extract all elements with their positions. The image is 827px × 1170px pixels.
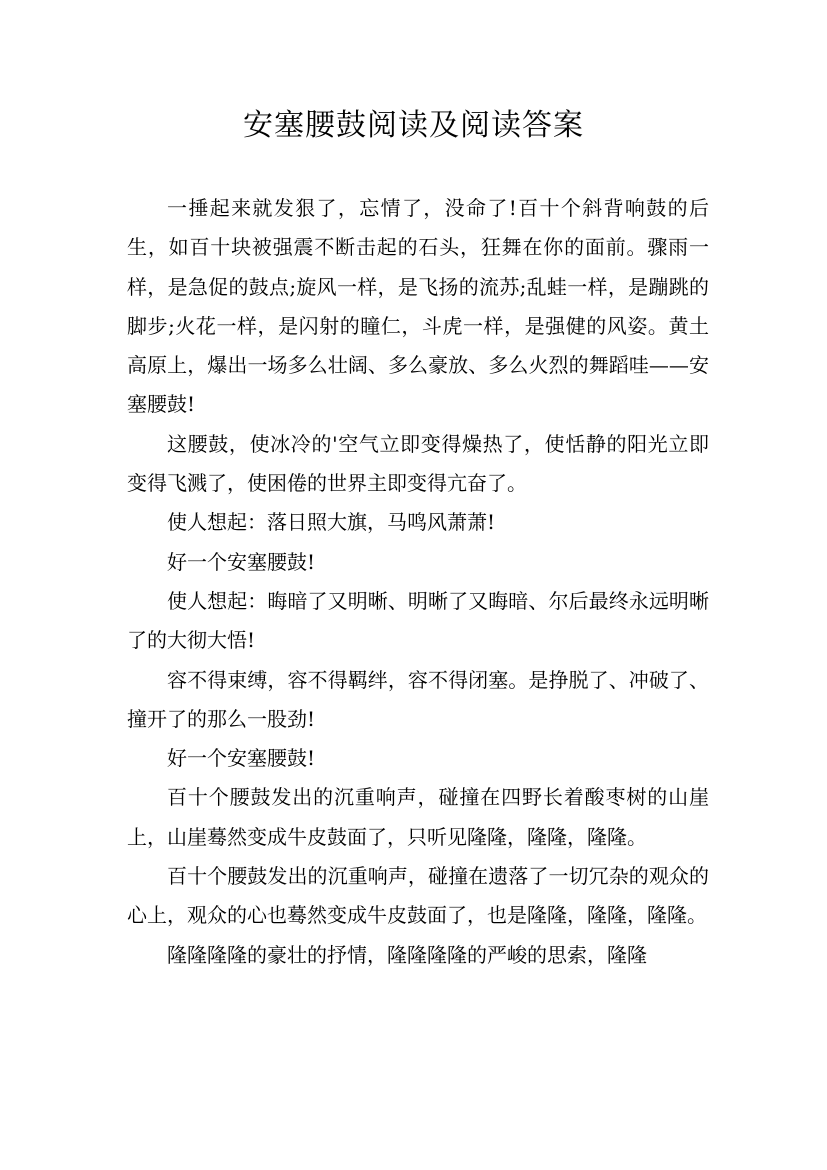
paragraph: 使人想起：晦暗了又明晰、明晰了又晦暗、尔后最终永远明晰了的大彻大悟! <box>127 588 709 653</box>
paragraph: 隆隆隆隆的豪壮的抒情，隆隆隆隆的严峻的思索，隆隆 <box>167 942 647 967</box>
paragraph: 使人想起：落日照大旗，马鸣风萧萧! <box>167 510 496 535</box>
paragraph: 一捶起来就发狠了，忘情了，没命了!百十个斜背响鼓的后生，如百十块被强震不断击起的石头，狂舞在你的面前。骤雨一样，是急促的鼓点;旋风一样，是飞扬的流苏;乱蛙一样，是蹦跳的脚步;火花一样，是闪射的瞳仁，斗虎一样，是强健的风姿。黄土高原上，爆出一场多么壮阔、多么豪放、多么火烈的舞蹈哇——安塞腰鼓! <box>127 196 709 417</box>
paragraph: 好一个安塞腰鼓! <box>167 746 316 771</box>
paragraph: 好一个安塞腰鼓! <box>167 549 316 574</box>
paragraph: 百十个腰鼓发出的沉重响声，碰撞在遗落了一切冗杂的观众的心上，观众的心也蓦然变成牛皮鼓面了，也是隆隆，隆隆，隆隆。 <box>127 864 709 928</box>
document-body <box>127 189 709 975</box>
paragraph: 容不得束缚，容不得羁绊，容不得闭塞。是挣脱了、冲破了、撞开了的那么一股劲! <box>127 667 709 731</box>
paragraph: 这腰鼓，使冰冷的'空气立即变得燥热了，使恬静的阳光立即变得飞溅了，使困倦的世界主即变得亢奋了。 <box>127 431 709 496</box>
paragraph: 百十个腰鼓发出的沉重响声，碰撞在四野长着酸枣树的山崖上，山崖蓦然变成牛皮鼓面了，只听见隆隆，隆隆，隆隆。 <box>127 785 709 849</box>
document-title: 安塞腰鼓阅读及阅读答案 <box>243 108 584 143</box>
